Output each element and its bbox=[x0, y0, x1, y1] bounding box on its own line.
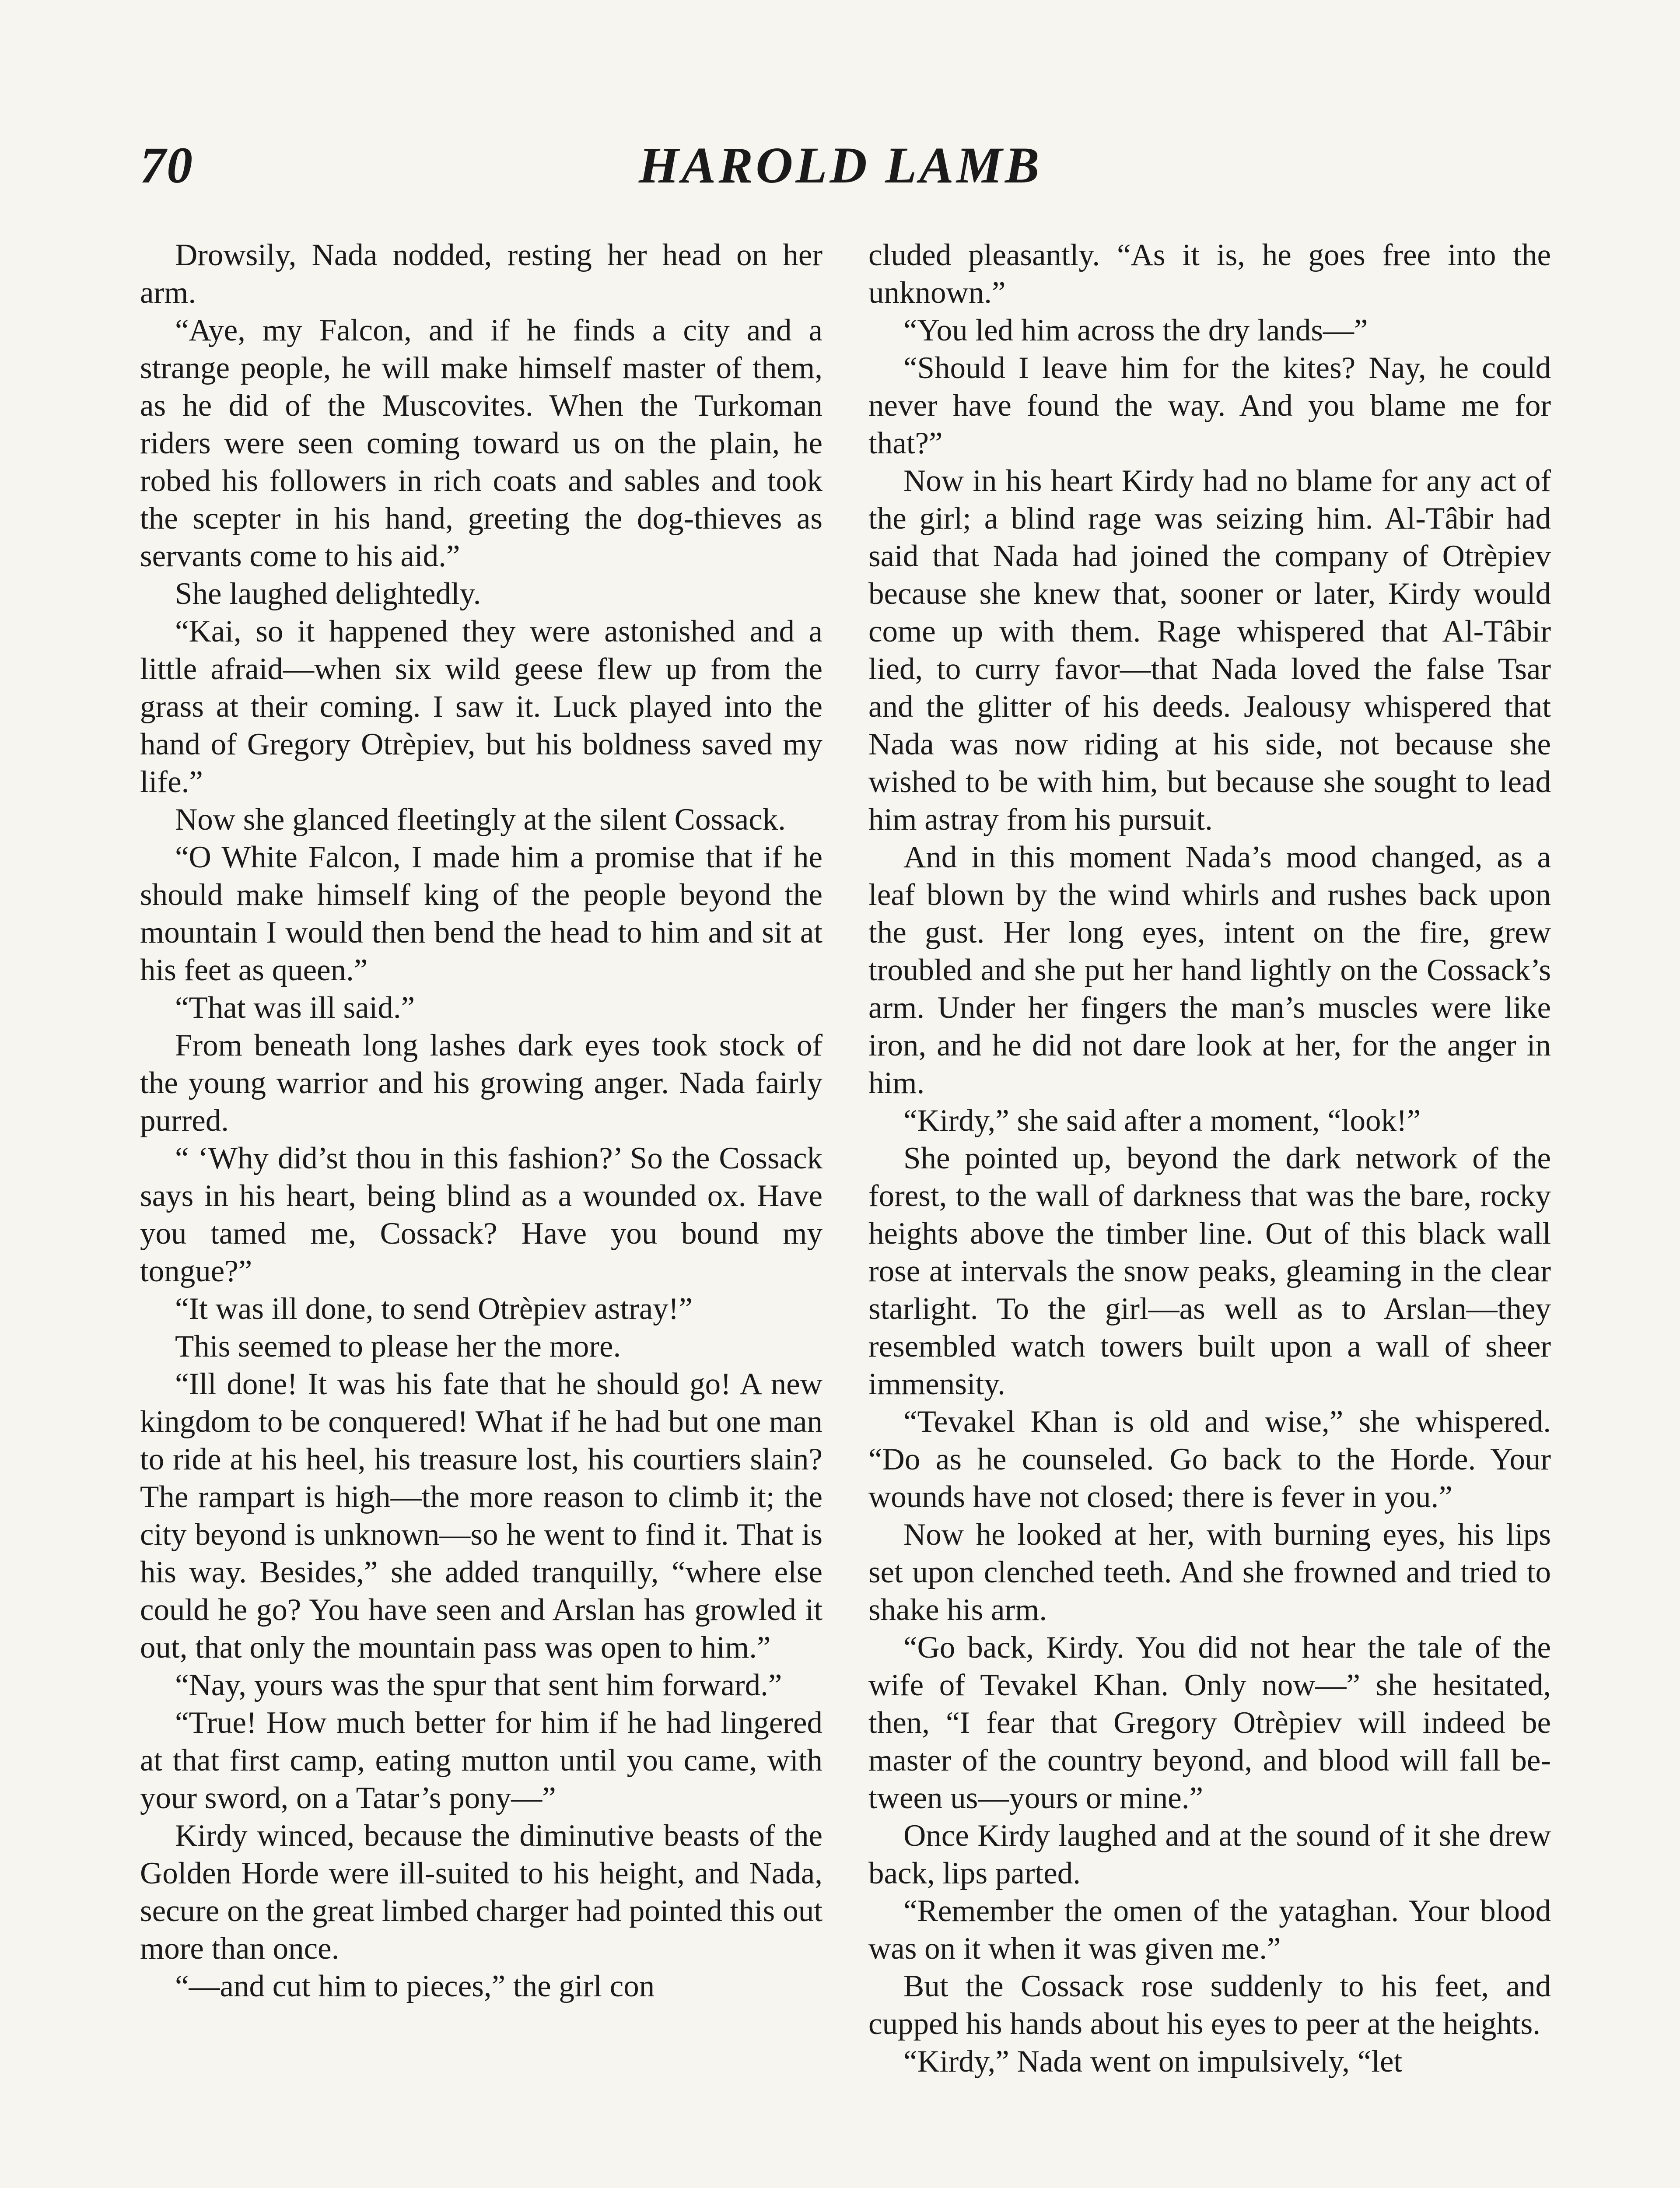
paragraph: Once Kirdy laughed and at the sound of it she drew back, lips parted. bbox=[868, 1819, 1551, 1890]
paragraph: She laughed delightedly. bbox=[175, 577, 481, 611]
paragraph: She pointed up, beyond the dark network of the forest, to the wall of darkness that was the bare, rocky heights above the timber line. Out of this black wall rose at intervals the snow peaks, gleaming in the clear starlight. To the girl—as well as to Arslan—they resembled watch towers built upon a wall of sheer immensity. bbox=[868, 1141, 1551, 1401]
paragraph: “Remember the omen of the yataghan. Your blood was on it when it was given me.” bbox=[868, 1894, 1551, 1966]
paragraph: “—and cut him to pieces,” the girl con bbox=[175, 1969, 655, 2003]
running-head bbox=[140, 136, 1549, 193]
paragraph: “Ill done! It was his fate that he should go! A new kingdom to be conquered! What if he had but one man to ride at his heel, his treasure lost, his courtiers slain? The rampart is high—the more reason to climb it; the city beyond is unknown—so he went to find it. That is his way. Besides,” she added tranquilly, “where else could he go? You have seen and Arslan has growled it out, that only the mountain pass was open to him.” bbox=[140, 1367, 822, 1665]
paragraph: “O White Falcon, I made him a promise that if he should make himself king of the people beyond the mountain I would then bend the head to him and sit at his feet as queen.” bbox=[140, 840, 822, 987]
paragraph: “Kirdy,” she said after a moment, “look!” bbox=[903, 1104, 1421, 1138]
paragraph: “Tevakel Khan is old and wise,” she whispered. “Do as he counseled. Go back to the Horde. Your wounds have not closed; there is fever in you.” bbox=[868, 1405, 1551, 1514]
paragraph: “You led him across the dry lands—” bbox=[903, 313, 1368, 347]
paragraph: “Go back, Kirdy. You did not hear the tale of the wife of Tevakel Khan. Only now—” she hesitated, then, “I fear that Gregory Otrèpiev will indeed be master of the country beyond, and blood will fall between us—yours or mine.” bbox=[868, 1630, 1551, 1815]
paragraph: “Kai, so it happened they were astonished and a little afraid—when six wild geese flew up from the grass at their coming. I saw it. Luck played into the hand of Gregory Otrèpiev, but his boldness saved my life.” bbox=[140, 614, 822, 799]
paragraph: From beneath long lashes dark eyes took stock of the young warrior and his growing anger. Nada fairly purred. bbox=[140, 1028, 822, 1138]
left-column bbox=[140, 236, 822, 2005]
paragraph: “Should I leave him for the kites? Nay, he could never have found the way. And you blame me for that?” bbox=[868, 351, 1551, 460]
paragraph: Now in his heart Kirdy had no blame for any act of the girl; a blind rage was seizing him. Al-Tâbir had said that Nada had joined the company of Otrèpiev because she knew that, sooner or later, Kirdy would come up with them. Rage whispered that Al-Tâbir lied, to curry favor—that Nada loved the false Tsar and the glitter of his deeds. Jealousy whispered that Nada was now riding at his side, not because she wished to be with him, but because she sought to lead him astray from his pursuit. bbox=[868, 464, 1551, 837]
paragraph: “ ‘Why did’st thou in this fashion?’ So the Cossack says in his heart, being blind as a wounded ox. Have you tamed me, Cossack? Have you bound my tongue?” bbox=[140, 1141, 822, 1288]
paragraph: But the Cossack rose suddenly to his feet, and cupped his hands about his eyes to peer at the heights. bbox=[868, 1969, 1551, 2041]
paragraph: “Aye, my Falcon, and if he finds a city and a strange people, he will make himself master of them, as he did of the Muscovites. When the Turkoman riders were seen coming toward us on the plain, he robed his followers in rich coats and sables and took the scepter in his hand, greeting the dog-thieves as servants come to his aid.” bbox=[140, 313, 822, 573]
paragraph: “Kirdy,” Nada went on impulsively, “let bbox=[903, 2044, 1403, 2079]
paragraph: “True! How much better for him if he had lingered at that first camp, eating mutton until you came, with your sword, on a Tatar’s pony—” bbox=[140, 1706, 822, 1815]
paragraph: “It was ill done, to send Otrèpiev astray!” bbox=[175, 1292, 693, 1326]
paragraph: Drowsily, Nada nodded, resting her head on her arm. bbox=[140, 238, 822, 310]
paragraph: “Nay, yours was the spur that sent him forward.” bbox=[175, 1668, 782, 1702]
right-column bbox=[868, 236, 1551, 2080]
paragraph: And in this moment Nada’s mood changed, as a leaf blown by the wind whirls and rushes back upon the gust. Her long eyes, intent on the fire, grew troubled and she put her hand lightly on the Cossack’s arm. Under her fingers the man’s muscles were like iron, and he did not dare look at her, for the anger in him. bbox=[868, 840, 1551, 1100]
paragraph: “That was ill said.” bbox=[175, 991, 415, 1025]
paragraph: This seemed to please her the more. bbox=[175, 1329, 621, 1364]
running-head-author: HAROLD LAMB bbox=[639, 137, 1042, 194]
paragraph: Now he looked at her, with burning eyes, his lips set upon clenched teeth. And she frowned and tried to shake his arm. bbox=[868, 1518, 1551, 1627]
paragraph: Now she glanced fleetingly at the silent Cossack. bbox=[175, 803, 786, 837]
paragraph: Kirdy winced, because the diminutive beasts of the Golden Horde were ill-suited to his height, and Nada, secure on the great limbed charger had pointed this out more than once. bbox=[140, 1819, 822, 1966]
paragraph: cluded pleasantly. “As it is, he goes free into the unknown.” bbox=[868, 238, 1551, 310]
page-number: 70 bbox=[140, 137, 193, 194]
